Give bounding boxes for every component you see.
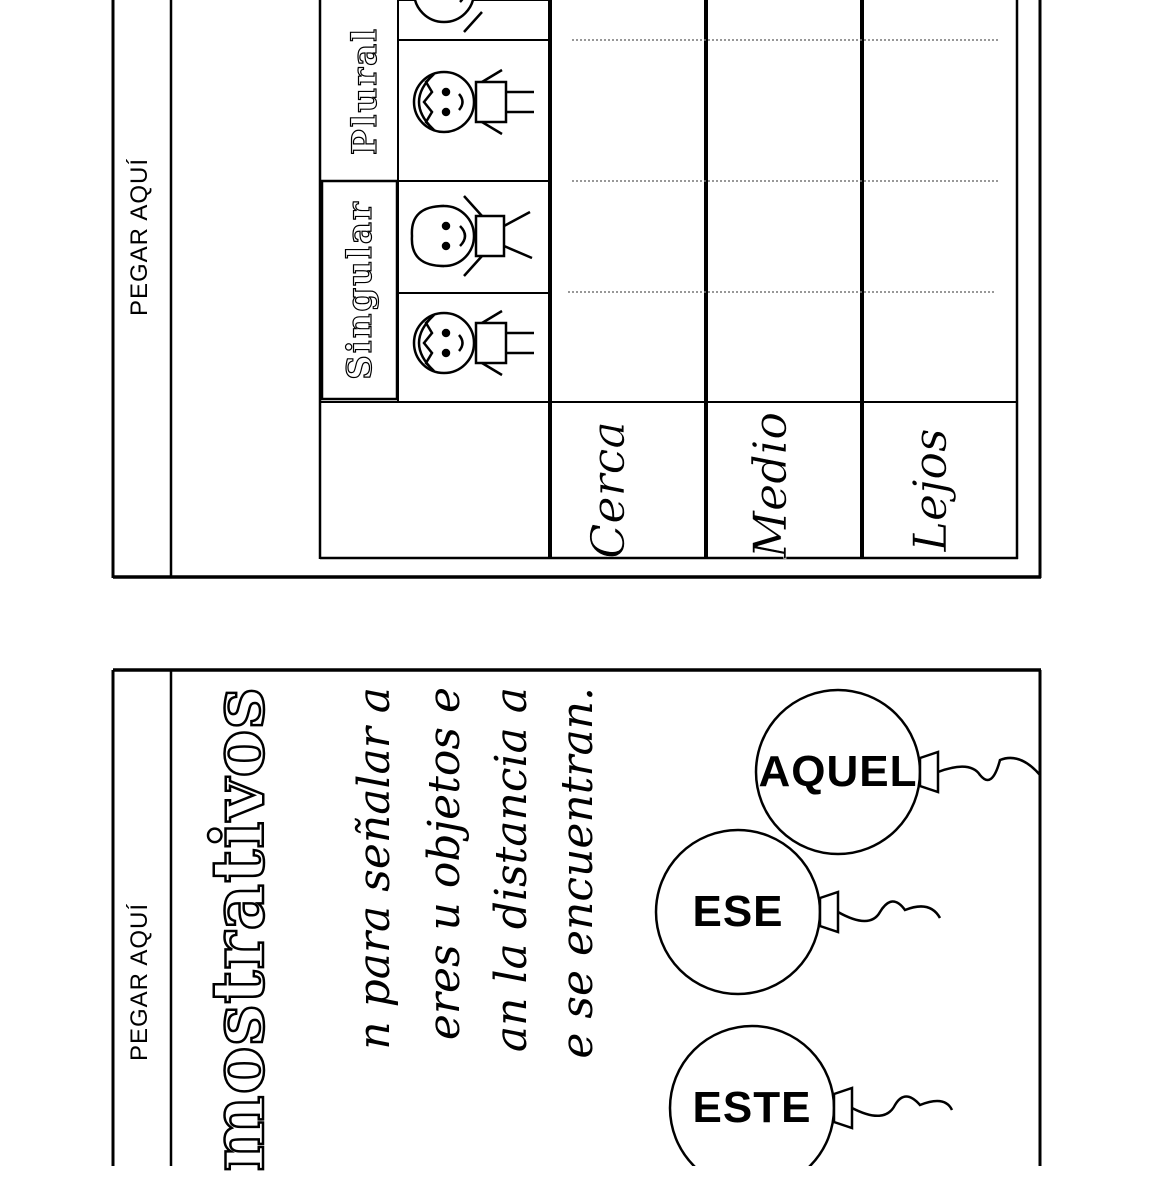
girl-figure-icon [412,196,532,276]
row-label-medio: Medio [743,411,797,559]
explanation-line-1: n para señalar a [349,687,400,1050]
paste-here-label-bottom: PEGAR AQUÍ [126,902,153,1062]
boy-figure-icon [414,70,534,134]
explanation-line-3: an la distancia a [486,687,537,1053]
balloon-label-ese: ESE [692,887,784,936]
column-header-plural: Plural [345,26,385,155]
column-header-singular: Singular [340,200,380,380]
row-label-cerca: Cerca [581,421,635,559]
paste-here-label-top: PEGAR AQUÍ [126,157,153,317]
explanation-line-2: eres u objetos e [419,687,470,1041]
girl-figure-icon [414,0,482,32]
row-label-lejos: Lejos [903,428,957,552]
boy-figure-icon [414,311,534,375]
page-title: mostrativos [195,687,280,1172]
explanation-line-4: e se encuentran. [552,687,603,1059]
balloon-label-este: ESTE [692,1083,812,1132]
dotted-writing-lines [568,40,998,292]
balloon-label-aquel: AQUEL [758,747,918,796]
